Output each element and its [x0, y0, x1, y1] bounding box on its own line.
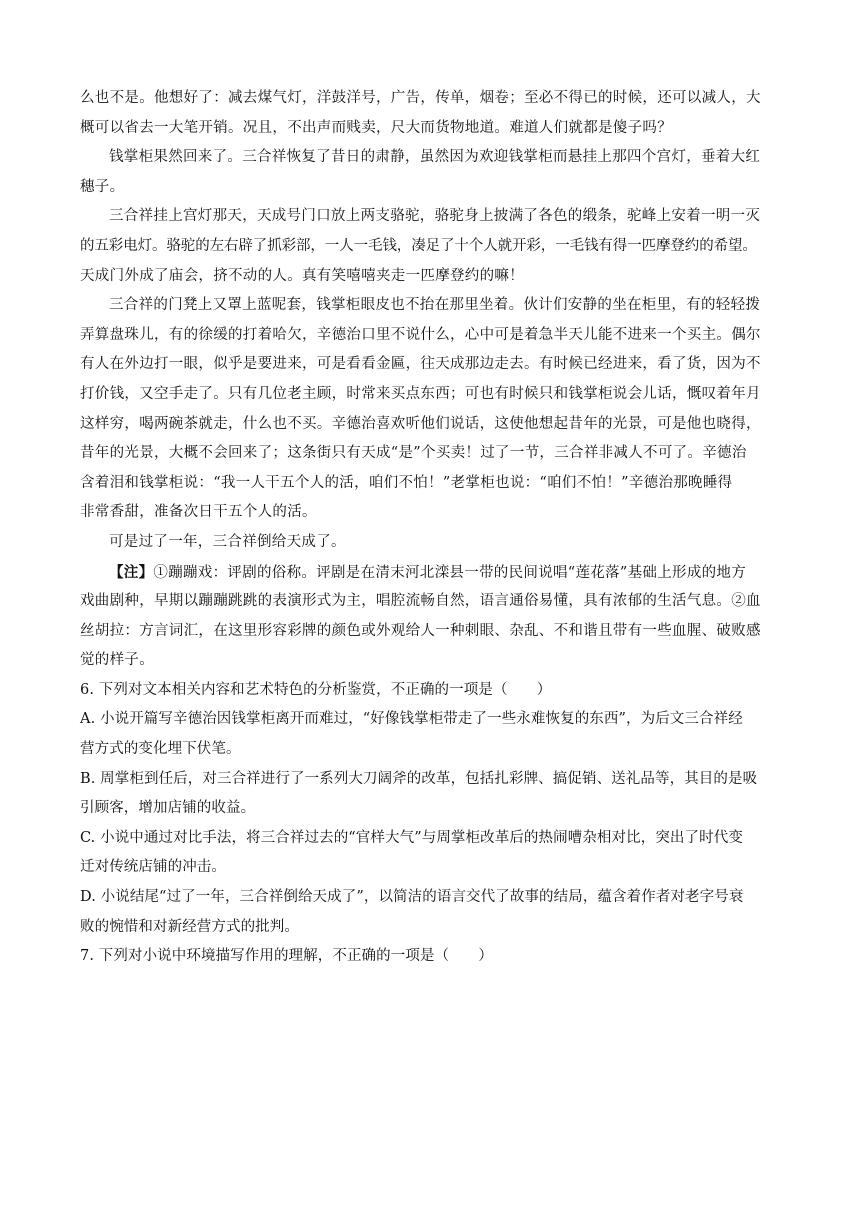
- text-line: 弄算盘珠儿，有的徐缓的打着哈欠，辛德治口里不说什么，心中可是着急半天儿能不进来一个买主。偶尔: [80, 326, 761, 343]
- passage-paragraph-2: [80, 143, 780, 202]
- text-line: 含着泪和钱掌柜说：“我一人干五个人的活，咱们不怕！”老掌柜也说：“咱们不怕！”辛德治那晚睡得: [80, 474, 733, 491]
- text-line: 天成门外成了庙会，挤不动的人。真有笑嘻嘻夹走一匹摩登约的嘛！: [80, 267, 524, 284]
- text-line: 可是过了一年，三合祥倒给天成了。: [109, 533, 346, 550]
- option-d-cont: 败的惋惜和对新经营方式的批判。: [80, 918, 299, 935]
- option-d: D. 小说结尾“过了一年，三合祥倒给天成了”，以简洁的语言交代了故事的结局，蕴含着作者对老字号衰: [80, 889, 744, 906]
- footnote-line: 丝胡拉：方言词汇，在这里形容彩牌的颜色或外观给人一种刺眼、杂乱、不和谐且带有一些血腥、破败感: [80, 622, 761, 639]
- text-line: 的五彩电灯。骆驼的左右辟了抓彩部，一人一毛钱，凑足了十个人就开彩，一毛钱有得一匹摩登约的希望。: [80, 237, 757, 254]
- question-stem: 7. 下列对小说中环境描写作用的理解，不正确的一项是（ ）: [80, 948, 493, 965]
- option-a: A. 小说开篇写辛德治因钱掌柜离开而难过，“好像钱掌柜带走了一些永难恢复的东西”，为后文三合祥经: [80, 711, 743, 728]
- text-line: 概可以省去一大笔开销。况且，不出声而贱卖，尺大而货物地道。难道人们就都是傻子吗？: [80, 119, 672, 136]
- passage-paragraph-4: [80, 291, 780, 528]
- text-line: 三合祥挂上宫灯那天，天成号门口放上两支骆驼，骆驼身上披满了各色的缎条，驼峰上安着一明一灭: [109, 208, 761, 225]
- footnote-line: 觉的样子。: [80, 652, 154, 669]
- text-line: 三合祥的门凳上又罩上蓝呢套，钱掌柜眼皮也不抬在那里坐着。伙计们安静的坐在柜里，有的轻轻拨: [109, 297, 761, 314]
- document-page: [80, 84, 780, 972]
- passage-paragraph-5: [80, 528, 780, 558]
- footnote: [80, 558, 780, 676]
- option-c: C. 小说中通过对比手法，将三合祥过去的“官样大气”与周掌柜改革后的热闹嘈杂相对比，突出了时代变: [80, 829, 743, 846]
- footnote-text: ①蹦蹦戏：评剧的俗称。评剧是在清末河北滦县一带的民间说唱“莲花落”基础上形成的地方: [153, 564, 747, 581]
- question-stem: 6. 下列对文本相关内容和艺术特色的分析鉴赏，不正确的一项是（ ）: [80, 681, 552, 698]
- question-7: [80, 942, 780, 972]
- option-c-cont: 迁对传统店铺的冲击。: [80, 859, 226, 876]
- footnote-line: [80, 558, 780, 588]
- passage-paragraph-1: [80, 84, 780, 143]
- option-a-cont: 营方式的变化埋下伏笔。: [80, 741, 241, 758]
- text-line: 钱掌柜果然回来了。三合祥恢复了昔日的肃静，虽然因为欢迎钱掌柜而悬挂上那四个宫灯，垂着大红: [109, 149, 761, 166]
- footnote-label: 【注】: [109, 563, 154, 581]
- text-line: 非常香甜，准备次日干五个人的活。: [80, 504, 317, 521]
- option-b-cont: 引顾客，增加店铺的收益。: [80, 800, 256, 817]
- footnote-line: 戏曲剧种，早期以蹦蹦跳跳的表演形式为主，唱腔流畅自然，语言通俗易懂，具有浓郁的生活气息。②血: [80, 593, 761, 610]
- option-b: B. 周掌柜到任后，对三合祥进行了一系列大刀阔斧的改革，包括扎彩牌、搞促销、送礼品等，其目的是吸: [80, 770, 758, 787]
- text-line: 么也不是。他想好了：减去煤气灯，洋鼓洋号，广告，传单，烟卷；至必不得已的时候，还可以减人，大: [80, 90, 761, 106]
- text-line: 打价钱，又空手走了。只有几位老主顾，时常来买点东西；可也有时候只和钱掌柜说会儿话，慨叹着年月: [80, 385, 761, 402]
- question-6: [80, 676, 780, 942]
- text-line: 昔年的光景，大概不会回来了；这条街只有天成“是”个买卖！过了一节，三合祥非减人不可了。辛德治: [80, 445, 747, 462]
- text-line: 有人在外边打一眼，似乎是要进来，可是看看金匾，往天成那边走去。有时候已经进来，看了货，因为不: [80, 356, 761, 373]
- passage-paragraph-3: [80, 202, 780, 291]
- text-line: 这样穷，喝两碗茶就走，什么也不买。辛德治喜欢听他们说话，这使他想起昔年的光景，可是他也晓得，: [80, 415, 761, 432]
- text-line: 穗子。: [80, 178, 125, 195]
